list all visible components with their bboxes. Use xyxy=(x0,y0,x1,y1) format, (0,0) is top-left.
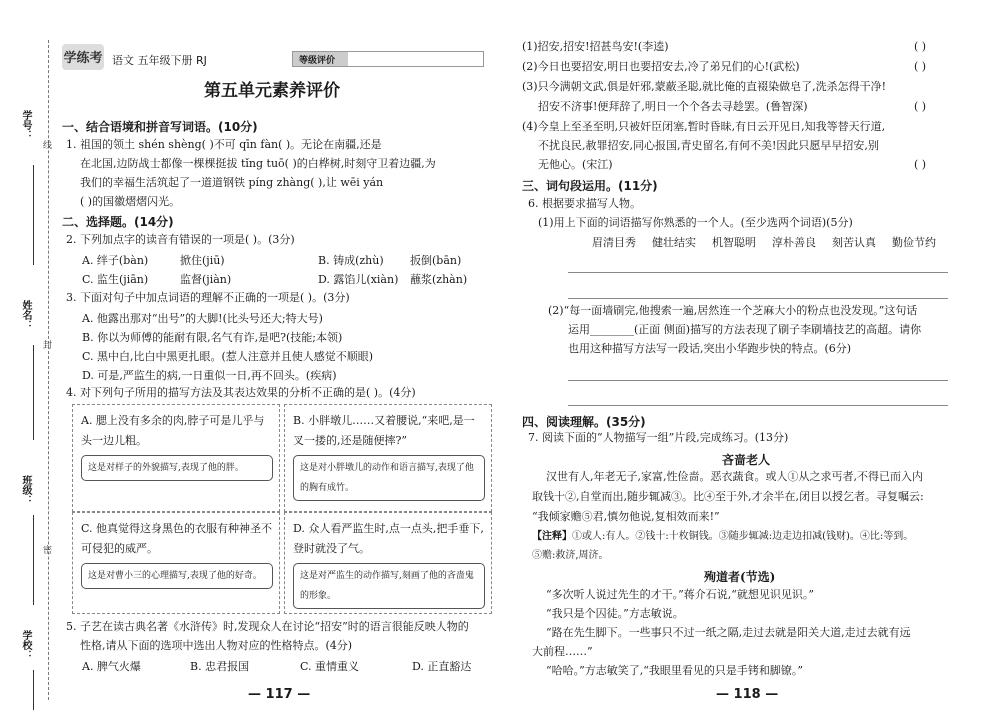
answer-paren[interactable]: ( ) xyxy=(914,100,927,113)
subject-label: 语文 五年级下册 RJ xyxy=(112,54,207,67)
binding-margin xyxy=(0,0,55,722)
text2-title: 殉道者(节选) xyxy=(704,570,776,584)
student-id-blank[interactable] xyxy=(33,165,34,265)
grade-label: 等级评价 xyxy=(299,56,336,66)
q3-option[interactable]: C. 黑中白,比白中黑更扎眼。(惹人注意并且使人感觉不顺眼) xyxy=(82,350,374,363)
q4-box-text: B. 小胖墩儿……又着腰说,“来吧,是一叉一搂的,还是随便摔?” xyxy=(293,414,475,447)
answer-line[interactable] xyxy=(568,380,948,381)
q6-word: 刻苦认真 xyxy=(832,236,876,249)
q3-option[interactable]: A. 他露出那对“出号”的大脚!(比头号还大;特大号) xyxy=(82,312,323,325)
q7-stem: 7. 阅读下面的“人物描写一组”片段,完成练习。(13分) xyxy=(528,431,789,444)
answer-line[interactable] xyxy=(568,298,948,299)
q5-item: (3)只今满朝文武,俱是奸邪,蒙蔽圣聪,就比俺的直裰染做皂了,洗杀怎得干净! xyxy=(522,80,886,93)
section-3-heading: 三、词句段运用。(11分) xyxy=(522,179,658,193)
q4-option-box-a[interactable] xyxy=(72,404,280,512)
answer-line[interactable] xyxy=(568,272,948,273)
q5-option: A. 脾气火爆 xyxy=(82,660,141,673)
q5-stem-line: 5. 子艺在读古典名著《水浒传》时,发现众人在讨论“招安”时的语言很能反映人物的 xyxy=(66,620,469,633)
binding-mark-secret: 密 xyxy=(41,545,51,554)
q5-item: 不扰良民,赦罪招安,同心报国,青史留名,有何不美!因此只愿早早招安,别 xyxy=(538,139,879,152)
notes-line: ⑤赡:救济,周济。 xyxy=(532,550,609,561)
q6-word: 淳朴善良 xyxy=(772,236,816,249)
q5-option: C. 重情重义 xyxy=(300,660,360,673)
class-blank[interactable] xyxy=(33,515,34,605)
name-blank[interactable] xyxy=(33,345,34,440)
answer-line[interactable] xyxy=(568,405,948,406)
q4-option-box-b[interactable] xyxy=(284,404,492,512)
margin-label-class: 班级： xyxy=(20,475,31,505)
binding-mark-line: 线 xyxy=(41,140,51,149)
margin-label-school: 学校： xyxy=(20,630,31,660)
q5-item: (1)招安,招安!招甚鸟安!(李逵) xyxy=(522,40,669,53)
q5-item: (4)今皇上至圣至明,只被奸臣闭塞,暂时昏昧,有日云开见日,知我等替天行道, xyxy=(522,120,886,133)
section-4-heading: 四、阅读理解。(35分) xyxy=(522,415,646,429)
q6-sub2-line: 也用这种描写方法写一段话,突出小华跑步快的特点。(6分) xyxy=(568,342,852,355)
q4-box-comment: 这是对小胖墩儿的动作和语言描写,表现了他的胸有成竹。 xyxy=(293,455,485,501)
text1-line: 取钱十②,自堂而出,随步辄减③。比④至于外,才余半在,闭目以授乞者。寻复嘱云: xyxy=(532,490,924,503)
text2-line: “我只是个囚徒。”方志敏说。 xyxy=(546,607,684,620)
text2-line: “多次听人说过先生的才干。”蒋介石说,“就想见识见识。” xyxy=(546,588,814,601)
q2-option[interactable]: B. 铸成(zhù) xyxy=(318,254,384,267)
logo: 学练考 xyxy=(62,44,104,70)
answer-paren[interactable]: ( ) xyxy=(914,60,927,73)
q6-sub2-line: 运用________(正面 侧面)描写的方法表现了刷子李刷墙技艺的高超。请你 xyxy=(568,323,922,336)
q3-option[interactable]: D. 可是,严监生的病,一日重似一日,再不回头。(疾病) xyxy=(82,369,337,382)
page-number: — 118 — xyxy=(716,687,779,702)
q4-option-box-c[interactable] xyxy=(72,512,280,614)
text2-line: “路在先生脚下。一些事只不过一纸之隔,走过去就是阳关大道,走过去就有远 xyxy=(546,626,911,639)
q2-option: 监督(jiàn) xyxy=(180,273,232,286)
q5-option: B. 忠君报国 xyxy=(190,660,250,673)
q6-word: 眉清目秀 xyxy=(592,236,636,249)
q4-stem: 4. 对下列句子所用的描写方法及其表达效果的分析不正确的是( )。(4分) xyxy=(66,386,416,399)
q4-option-box-d[interactable] xyxy=(284,512,492,614)
q2-option: 蘸浆(zhàn) xyxy=(410,273,468,286)
text2-line: “哈哈。”方志敏笑了,“我眼里看见的只是手铐和脚镣。” xyxy=(546,664,803,677)
school-blank[interactable] xyxy=(33,670,34,710)
q2-stem: 2. 下列加点字的读音有错误的一项是( )。(3分) xyxy=(66,233,295,246)
margin-label-name: 姓名： xyxy=(20,300,31,330)
q1-line: 我们的幸福生活筑起了一道道钢铁 píng zhàng( ),让 wēi yán xyxy=(80,176,384,189)
section-2-heading: 二、选择题。(14分) xyxy=(62,215,174,229)
q6-word: 勤俭节约 xyxy=(892,236,936,249)
q4-box-comment: 这是对曹小三的心理描写,表现了他的好奇。 xyxy=(81,563,273,589)
q4-box-text: D. 众人看严监生时,点一点头,把手垂下,登时就没了气。 xyxy=(293,522,484,555)
q4-box-text: C. 他真觉得这身黑色的衣服有种神圣不可侵犯的威严。 xyxy=(81,522,273,555)
q1-line: 1. 祖国的领土 shén shèng( )不可 qīn fàn( )。无论在南疆,还是 xyxy=(66,138,382,151)
notes-text: ①或人:有人。②钱十:十枚铜钱。③随步辄减:边走边扣减(钱财)。④比:等到。 xyxy=(572,531,914,542)
q1-line: ( )的国徽熠熠闪光。 xyxy=(80,195,181,208)
q6-word: 机智聪明 xyxy=(712,236,756,249)
q4-box-text: A. 腮上没有多余的肉,脖子可是儿乎与头一边儿粗。 xyxy=(81,414,265,447)
answer-paren[interactable]: ( ) xyxy=(914,40,927,53)
page-number: — 117 — xyxy=(248,687,311,702)
q5-item: (2)今日也要招安,明日也要招安去,冷了弟兄们的心!(武松) xyxy=(522,60,800,73)
notes-label: 【注释】 xyxy=(532,531,572,542)
text2-line: 大前程……” xyxy=(532,645,593,658)
q4-box-comment: 这是对样子的外貌描写,表现了他的胖。 xyxy=(81,455,273,481)
cut-line xyxy=(48,40,49,700)
q5-stem-line: 性格,请从下面的选项中选出人物对应的性格特点。(4分) xyxy=(80,639,353,652)
page-title: 第五单元素养评价 xyxy=(204,81,340,101)
q3-option[interactable]: B. 你以为师傅的能耐有限,名气有诈,是吧?(技能;本领) xyxy=(82,331,343,344)
q5-option: D. 正直豁达 xyxy=(412,660,472,673)
section-1-heading: 一、结合语境和拼音写词语。(10分) xyxy=(62,120,258,134)
q1-line: 在北国,边防战士都像一棵棵挺拔 tǐng tuō( )的白桦树,时刻守卫着边疆,为 xyxy=(80,157,436,170)
text1-title: 吝啬老人 xyxy=(722,453,771,467)
q3-stem: 3. 下面对句子中加点词语的理解不正确的一项是( )。(3分) xyxy=(66,291,350,304)
q5-item: 招安不济事!便拜辞了,明日一个个各去寻趁罢。(鲁智深) xyxy=(538,100,808,113)
q2-option[interactable]: C. 监生(jiān) xyxy=(82,273,149,286)
q6-stem: 6. 根据要求描写人物。 xyxy=(528,197,641,210)
notes-line xyxy=(532,530,913,544)
text1-line: 汉世有人,年老无子,家富,性俭啬。恶衣蔬食。或人①从之求丐者,不得已而入内 xyxy=(546,470,923,483)
q6-sub2-line: (2)“每一面墙刷完,他搜索一遍,居然连一个芝麻大小的粉点也没发现。”这句话 xyxy=(548,304,918,317)
margin-label-student-id: 学号： xyxy=(20,110,31,140)
q2-option[interactable]: D. 露馅儿(xiàn) xyxy=(318,273,399,286)
q6-word: 健壮结实 xyxy=(652,236,696,249)
q4-box-comment: 这是对严监生的动作描写,刻画了他的吝啬鬼的形象。 xyxy=(293,563,485,609)
grade-evaluation-box[interactable] xyxy=(292,51,484,67)
q5-item: 无他心。(宋江) xyxy=(538,158,613,171)
q2-option: 掀住(jiū) xyxy=(180,254,225,267)
binding-mark-seal: 封 xyxy=(41,340,51,349)
q2-option[interactable]: A. 绊子(bàn) xyxy=(82,254,149,267)
answer-paren[interactable]: ( ) xyxy=(914,158,927,171)
q2-option: 扳倒(bān) xyxy=(410,254,462,267)
text1-line: “我倾家赡⑤君,慎勿他说,复相效而来!” xyxy=(532,510,720,523)
q6-sub1: (1)用上下面的词语描写你熟悉的一个人。(至少选两个词语)(5分) xyxy=(538,216,853,229)
